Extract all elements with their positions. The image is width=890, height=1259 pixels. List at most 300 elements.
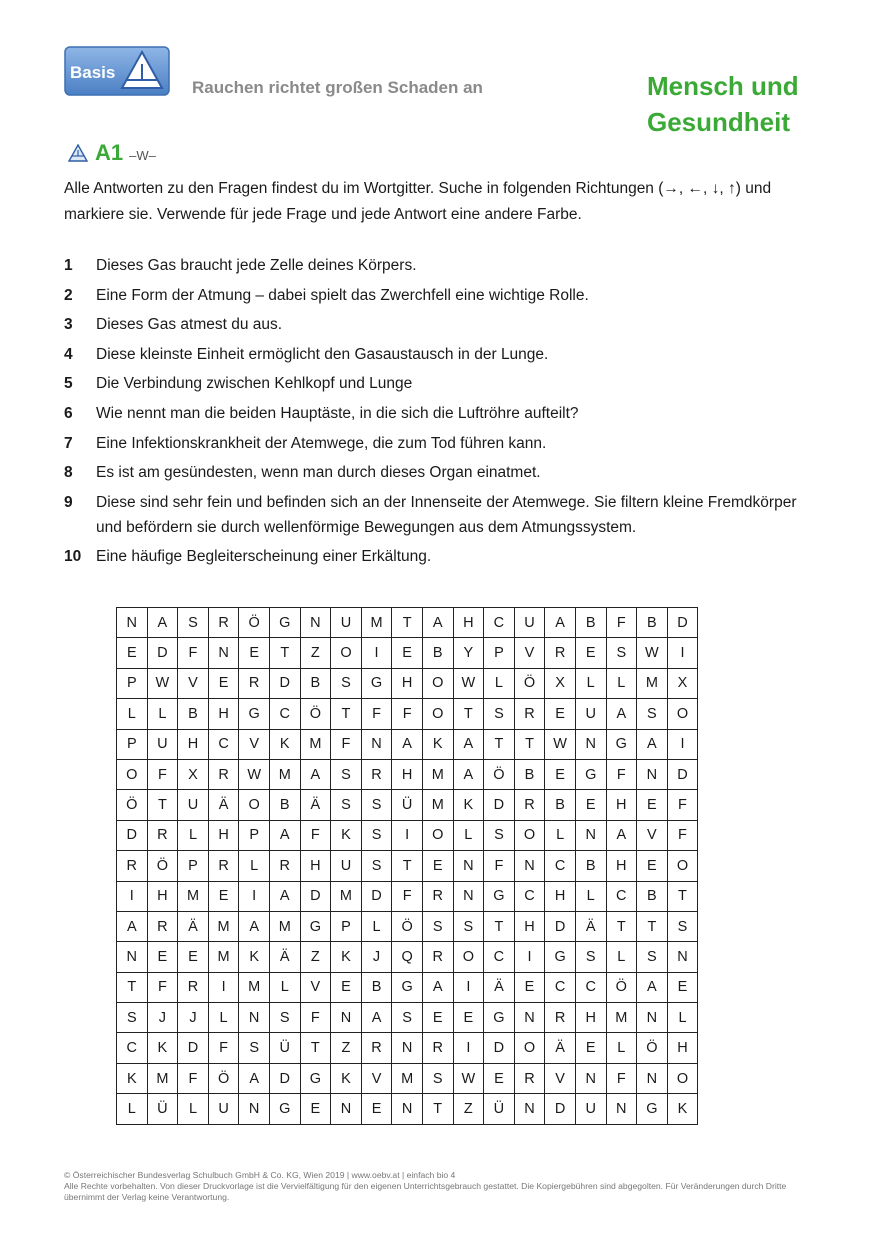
grid-cell[interactable]: C (545, 972, 576, 1002)
grid-cell[interactable]: L (147, 699, 178, 729)
grid-cell[interactable]: J (178, 1003, 209, 1033)
grid-cell[interactable]: I (514, 942, 545, 972)
grid-cell[interactable]: D (545, 911, 576, 941)
grid-cell[interactable]: K (667, 1094, 698, 1124)
grid-cell[interactable]: R (514, 699, 545, 729)
grid-cell[interactable]: T (392, 608, 423, 638)
grid-cell[interactable]: U (178, 790, 209, 820)
grid-cell[interactable]: M (178, 881, 209, 911)
grid-cell[interactable]: N (392, 1033, 423, 1063)
grid-cell[interactable]: K (331, 942, 362, 972)
grid-cell[interactable]: Ä (545, 1033, 576, 1063)
grid-cell[interactable]: R (208, 851, 239, 881)
grid-cell[interactable]: T (637, 911, 668, 941)
grid-cell[interactable]: S (239, 1033, 270, 1063)
grid-cell[interactable]: O (514, 1033, 545, 1063)
grid-cell[interactable]: C (575, 972, 606, 1002)
grid-cell[interactable]: X (178, 759, 209, 789)
grid-cell[interactable]: K (269, 729, 300, 759)
grid-cell[interactable]: Ä (575, 911, 606, 941)
grid-cell[interactable]: D (545, 1094, 576, 1124)
grid-cell[interactable]: L (575, 881, 606, 911)
grid-cell[interactable]: F (606, 759, 637, 789)
grid-cell[interactable]: R (361, 1033, 392, 1063)
grid-cell[interactable]: M (239, 972, 270, 1002)
grid-cell[interactable]: U (208, 1094, 239, 1124)
grid-cell[interactable]: R (239, 668, 270, 698)
grid-cell[interactable]: N (606, 1094, 637, 1124)
grid-cell[interactable]: M (361, 608, 392, 638)
grid-cell[interactable]: T (300, 1033, 331, 1063)
grid-cell[interactable]: P (117, 729, 148, 759)
grid-cell[interactable]: L (117, 699, 148, 729)
grid-cell[interactable]: M (147, 1063, 178, 1093)
grid-cell[interactable]: T (453, 699, 484, 729)
grid-cell[interactable]: K (422, 729, 453, 759)
grid-cell[interactable]: E (208, 668, 239, 698)
grid-cell[interactable]: R (422, 1033, 453, 1063)
grid-cell[interactable]: C (484, 942, 515, 972)
grid-cell[interactable]: E (484, 1063, 515, 1093)
grid-cell[interactable]: L (606, 1033, 637, 1063)
grid-cell[interactable]: Ö (606, 972, 637, 1002)
grid-cell[interactable]: H (147, 881, 178, 911)
grid-cell[interactable]: D (484, 790, 515, 820)
grid-cell[interactable]: W (453, 1063, 484, 1093)
grid-cell[interactable]: H (606, 790, 637, 820)
grid-cell[interactable]: B (300, 668, 331, 698)
grid-cell[interactable]: T (484, 911, 515, 941)
grid-cell[interactable]: P (331, 911, 362, 941)
grid-cell[interactable]: M (300, 729, 331, 759)
grid-cell[interactable]: N (117, 608, 148, 638)
grid-cell[interactable]: E (514, 972, 545, 1002)
grid-cell[interactable]: O (667, 699, 698, 729)
grid-cell[interactable]: R (117, 851, 148, 881)
grid-cell[interactable]: X (545, 668, 576, 698)
grid-cell[interactable]: A (147, 608, 178, 638)
grid-cell[interactable]: G (239, 699, 270, 729)
grid-cell[interactable]: F (606, 608, 637, 638)
grid-cell[interactable]: E (422, 1003, 453, 1033)
grid-cell[interactable]: F (361, 699, 392, 729)
grid-cell[interactable]: D (361, 881, 392, 911)
grid-cell[interactable]: Ü (484, 1094, 515, 1124)
grid-cell[interactable]: H (392, 668, 423, 698)
grid-cell[interactable]: D (667, 608, 698, 638)
grid-cell[interactable]: R (147, 820, 178, 850)
grid-cell[interactable]: E (575, 790, 606, 820)
grid-cell[interactable]: B (575, 608, 606, 638)
grid-cell[interactable]: N (392, 1094, 423, 1124)
grid-cell[interactable]: S (117, 1003, 148, 1033)
grid-cell[interactable]: Ö (637, 1033, 668, 1063)
grid-cell[interactable]: G (606, 729, 637, 759)
grid-cell[interactable]: G (269, 608, 300, 638)
grid-cell[interactable]: E (637, 851, 668, 881)
grid-cell[interactable]: B (361, 972, 392, 1002)
grid-cell[interactable]: B (575, 851, 606, 881)
grid-cell[interactable]: A (422, 972, 453, 1002)
grid-cell[interactable]: V (239, 729, 270, 759)
grid-cell[interactable]: X (667, 668, 698, 698)
grid-cell[interactable]: D (178, 1033, 209, 1063)
grid-cell[interactable]: P (117, 668, 148, 698)
grid-cell[interactable]: E (575, 638, 606, 668)
grid-cell[interactable]: O (453, 942, 484, 972)
grid-cell[interactable]: F (178, 638, 209, 668)
grid-cell[interactable]: A (606, 820, 637, 850)
grid-cell[interactable]: V (637, 820, 668, 850)
grid-cell[interactable]: U (147, 729, 178, 759)
grid-cell[interactable]: G (361, 668, 392, 698)
grid-cell[interactable]: U (575, 699, 606, 729)
grid-cell[interactable]: T (484, 729, 515, 759)
grid-cell[interactable]: S (637, 942, 668, 972)
grid-cell[interactable]: I (117, 881, 148, 911)
grid-cell[interactable]: I (239, 881, 270, 911)
grid-cell[interactable]: K (239, 942, 270, 972)
grid-cell[interactable]: B (178, 699, 209, 729)
grid-cell[interactable]: E (361, 1094, 392, 1124)
grid-cell[interactable]: K (331, 1063, 362, 1093)
grid-cell[interactable]: G (637, 1094, 668, 1124)
grid-cell[interactable]: E (545, 759, 576, 789)
grid-cell[interactable]: L (667, 1003, 698, 1033)
grid-cell[interactable]: P (178, 851, 209, 881)
grid-cell[interactable]: N (637, 759, 668, 789)
grid-cell[interactable]: R (514, 1063, 545, 1093)
grid-cell[interactable]: Ö (514, 668, 545, 698)
grid-cell[interactable]: S (331, 668, 362, 698)
grid-cell[interactable]: Ü (147, 1094, 178, 1124)
grid-cell[interactable]: F (392, 699, 423, 729)
grid-cell[interactable]: N (331, 1003, 362, 1033)
grid-cell[interactable]: F (331, 729, 362, 759)
grid-cell[interactable]: H (392, 759, 423, 789)
grid-cell[interactable]: A (545, 608, 576, 638)
grid-cell[interactable]: I (208, 972, 239, 1002)
grid-cell[interactable]: R (361, 759, 392, 789)
grid-cell[interactable]: T (331, 699, 362, 729)
grid-cell[interactable]: M (208, 942, 239, 972)
grid-cell[interactable]: S (361, 820, 392, 850)
grid-cell[interactable]: S (331, 759, 362, 789)
grid-cell[interactable]: S (178, 608, 209, 638)
grid-cell[interactable]: Q (392, 942, 423, 972)
grid-cell[interactable]: N (514, 1003, 545, 1033)
grid-cell[interactable]: L (606, 668, 637, 698)
grid-cell[interactable]: D (300, 881, 331, 911)
grid-cell[interactable]: H (208, 699, 239, 729)
grid-cell[interactable]: F (484, 851, 515, 881)
grid-cell[interactable]: C (545, 851, 576, 881)
grid-cell[interactable]: Ö (208, 1063, 239, 1093)
grid-cell[interactable]: N (208, 638, 239, 668)
grid-cell[interactable]: A (637, 972, 668, 1002)
grid-cell[interactable]: N (361, 729, 392, 759)
grid-cell[interactable]: D (147, 638, 178, 668)
grid-cell[interactable]: R (178, 972, 209, 1002)
grid-cell[interactable]: L (208, 1003, 239, 1033)
grid-cell[interactable]: W (545, 729, 576, 759)
grid-cell[interactable]: R (269, 851, 300, 881)
grid-cell[interactable]: E (392, 638, 423, 668)
grid-cell[interactable]: A (269, 881, 300, 911)
grid-cell[interactable]: R (422, 942, 453, 972)
grid-cell[interactable]: Z (453, 1094, 484, 1124)
grid-cell[interactable]: N (453, 851, 484, 881)
grid-cell[interactable]: Y (453, 638, 484, 668)
grid-cell[interactable]: E (453, 1003, 484, 1033)
grid-cell[interactable]: D (484, 1033, 515, 1063)
grid-cell[interactable]: F (208, 1033, 239, 1063)
grid-cell[interactable]: E (147, 942, 178, 972)
grid-cell[interactable]: G (545, 942, 576, 972)
grid-cell[interactable]: H (300, 851, 331, 881)
grid-cell[interactable]: O (514, 820, 545, 850)
grid-cell[interactable]: B (637, 881, 668, 911)
grid-cell[interactable]: O (422, 699, 453, 729)
grid-cell[interactable]: S (484, 699, 515, 729)
grid-cell[interactable]: V (300, 972, 331, 1002)
grid-cell[interactable]: L (361, 911, 392, 941)
grid-cell[interactable]: H (545, 881, 576, 911)
grid-cell[interactable]: H (514, 911, 545, 941)
grid-cell[interactable]: I (392, 820, 423, 850)
grid-cell[interactable]: S (392, 1003, 423, 1033)
grid-cell[interactable]: C (208, 729, 239, 759)
grid-cell[interactable]: H (606, 851, 637, 881)
grid-cell[interactable]: S (361, 851, 392, 881)
grid-cell[interactable]: N (239, 1094, 270, 1124)
grid-cell[interactable]: O (667, 1063, 698, 1093)
grid-cell[interactable]: C (484, 608, 515, 638)
grid-cell[interactable]: M (269, 759, 300, 789)
grid-cell[interactable]: E (575, 1033, 606, 1063)
grid-cell[interactable]: B (269, 790, 300, 820)
grid-cell[interactable]: C (514, 881, 545, 911)
grid-cell[interactable]: O (239, 790, 270, 820)
grid-cell[interactable]: Ö (239, 608, 270, 638)
grid-cell[interactable]: Ü (392, 790, 423, 820)
grid-cell[interactable]: V (545, 1063, 576, 1093)
grid-cell[interactable]: M (637, 668, 668, 698)
grid-cell[interactable]: A (637, 729, 668, 759)
grid-cell[interactable]: L (178, 820, 209, 850)
grid-cell[interactable]: F (606, 1063, 637, 1093)
grid-cell[interactable]: A (606, 699, 637, 729)
grid-cell[interactable]: L (453, 820, 484, 850)
grid-cell[interactable]: T (117, 972, 148, 1002)
grid-cell[interactable]: S (422, 1063, 453, 1093)
grid-cell[interactable]: P (239, 820, 270, 850)
grid-cell[interactable]: I (667, 638, 698, 668)
grid-cell[interactable]: M (422, 759, 453, 789)
grid-cell[interactable]: T (147, 790, 178, 820)
grid-cell[interactable]: Z (331, 1033, 362, 1063)
grid-cell[interactable]: Ä (269, 942, 300, 972)
grid-cell[interactable]: N (575, 729, 606, 759)
grid-cell[interactable]: C (269, 699, 300, 729)
grid-cell[interactable]: N (575, 820, 606, 850)
grid-cell[interactable]: T (269, 638, 300, 668)
grid-cell[interactable]: A (392, 729, 423, 759)
grid-cell[interactable]: S (637, 699, 668, 729)
grid-cell[interactable]: E (239, 638, 270, 668)
grid-cell[interactable]: L (269, 972, 300, 1002)
grid-cell[interactable]: C (606, 881, 637, 911)
grid-cell[interactable]: A (361, 1003, 392, 1033)
grid-cell[interactable]: R (208, 608, 239, 638)
grid-cell[interactable]: Ä (484, 972, 515, 1002)
grid-cell[interactable]: F (178, 1063, 209, 1093)
grid-cell[interactable]: S (331, 790, 362, 820)
grid-cell[interactable]: A (453, 729, 484, 759)
grid-cell[interactable]: S (269, 1003, 300, 1033)
grid-cell[interactable]: Ö (392, 911, 423, 941)
grid-cell[interactable]: E (331, 972, 362, 1002)
grid-cell[interactable]: N (637, 1003, 668, 1033)
grid-cell[interactable]: L (178, 1094, 209, 1124)
grid-cell[interactable]: U (331, 608, 362, 638)
grid-cell[interactable]: M (422, 790, 453, 820)
grid-cell[interactable]: S (361, 790, 392, 820)
grid-cell[interactable]: O (667, 851, 698, 881)
grid-cell[interactable]: G (392, 972, 423, 1002)
grid-cell[interactable]: Ä (178, 911, 209, 941)
grid-cell[interactable]: B (545, 790, 576, 820)
grid-cell[interactable]: A (117, 911, 148, 941)
grid-cell[interactable]: S (484, 820, 515, 850)
grid-cell[interactable]: F (147, 972, 178, 1002)
grid-cell[interactable]: F (147, 759, 178, 789)
grid-cell[interactable]: G (300, 1063, 331, 1093)
grid-cell[interactable]: G (484, 1003, 515, 1033)
grid-cell[interactable]: M (392, 1063, 423, 1093)
grid-cell[interactable]: O (422, 820, 453, 850)
grid-cell[interactable]: M (331, 881, 362, 911)
grid-cell[interactable]: A (239, 1063, 270, 1093)
grid-cell[interactable]: T (514, 729, 545, 759)
grid-cell[interactable]: D (269, 1063, 300, 1093)
grid-cell[interactable]: H (667, 1033, 698, 1063)
grid-cell[interactable]: S (667, 911, 698, 941)
grid-cell[interactable]: W (453, 668, 484, 698)
grid-cell[interactable]: T (392, 851, 423, 881)
grid-cell[interactable]: Ä (208, 790, 239, 820)
grid-cell[interactable]: E (178, 942, 209, 972)
grid-cell[interactable]: E (637, 790, 668, 820)
grid-cell[interactable]: N (300, 608, 331, 638)
grid-cell[interactable]: G (484, 881, 515, 911)
grid-cell[interactable]: L (606, 942, 637, 972)
grid-cell[interactable]: B (637, 608, 668, 638)
grid-cell[interactable]: B (514, 759, 545, 789)
grid-cell[interactable]: N (514, 851, 545, 881)
grid-cell[interactable]: S (422, 911, 453, 941)
grid-cell[interactable]: M (606, 1003, 637, 1033)
grid-cell[interactable]: L (484, 668, 515, 698)
grid-cell[interactable]: K (453, 790, 484, 820)
grid-cell[interactable]: Ä (300, 790, 331, 820)
grid-cell[interactable]: A (239, 911, 270, 941)
grid-cell[interactable]: G (575, 759, 606, 789)
grid-cell[interactable]: G (300, 911, 331, 941)
grid-cell[interactable]: V (361, 1063, 392, 1093)
grid-cell[interactable]: O (117, 759, 148, 789)
grid-cell[interactable]: A (269, 820, 300, 850)
grid-cell[interactable]: T (606, 911, 637, 941)
grid-cell[interactable]: E (208, 881, 239, 911)
grid-cell[interactable]: F (392, 881, 423, 911)
grid-cell[interactable]: L (575, 668, 606, 698)
grid-cell[interactable]: Ö (147, 851, 178, 881)
grid-cell[interactable]: T (667, 881, 698, 911)
grid-cell[interactable]: J (147, 1003, 178, 1033)
grid-cell[interactable]: Ü (269, 1033, 300, 1063)
grid-cell[interactable]: Ö (300, 699, 331, 729)
grid-cell[interactable]: A (453, 759, 484, 789)
grid-cell[interactable]: K (331, 820, 362, 850)
grid-cell[interactable]: F (667, 820, 698, 850)
grid-cell[interactable]: Ö (484, 759, 515, 789)
grid-cell[interactable]: W (239, 759, 270, 789)
grid-cell[interactable]: M (269, 911, 300, 941)
grid-cell[interactable]: D (269, 668, 300, 698)
grid-cell[interactable]: O (422, 668, 453, 698)
grid-cell[interactable]: K (147, 1033, 178, 1063)
grid-cell[interactable]: T (422, 1094, 453, 1124)
grid-cell[interactable]: O (331, 638, 362, 668)
grid-cell[interactable]: E (545, 699, 576, 729)
grid-cell[interactable]: A (300, 759, 331, 789)
grid-cell[interactable]: E (300, 1094, 331, 1124)
grid-cell[interactable]: D (117, 820, 148, 850)
grid-cell[interactable]: B (422, 638, 453, 668)
grid-cell[interactable]: R (545, 638, 576, 668)
grid-cell[interactable]: K (117, 1063, 148, 1093)
grid-cell[interactable]: E (422, 851, 453, 881)
grid-cell[interactable]: L (117, 1094, 148, 1124)
grid-cell[interactable]: R (514, 790, 545, 820)
grid-cell[interactable]: N (637, 1063, 668, 1093)
grid-cell[interactable]: U (514, 608, 545, 638)
grid-cell[interactable]: N (117, 942, 148, 972)
grid-cell[interactable]: R (208, 759, 239, 789)
grid-cell[interactable]: F (300, 1003, 331, 1033)
grid-cell[interactable]: E (117, 638, 148, 668)
grid-cell[interactable]: C (117, 1033, 148, 1063)
grid-cell[interactable]: F (300, 820, 331, 850)
grid-cell[interactable]: N (575, 1063, 606, 1093)
grid-cell[interactable]: A (422, 608, 453, 638)
grid-cell[interactable]: V (178, 668, 209, 698)
grid-cell[interactable]: Z (300, 942, 331, 972)
grid-cell[interactable]: S (606, 638, 637, 668)
grid-cell[interactable]: S (575, 942, 606, 972)
grid-cell[interactable]: I (453, 1033, 484, 1063)
grid-cell[interactable]: R (147, 911, 178, 941)
grid-cell[interactable]: I (453, 972, 484, 1002)
grid-cell[interactable]: N (239, 1003, 270, 1033)
grid-cell[interactable]: P (484, 638, 515, 668)
grid-cell[interactable]: W (637, 638, 668, 668)
grid-cell[interactable]: J (361, 942, 392, 972)
grid-cell[interactable]: D (667, 759, 698, 789)
grid-cell[interactable]: Ö (117, 790, 148, 820)
grid-cell[interactable]: H (208, 820, 239, 850)
